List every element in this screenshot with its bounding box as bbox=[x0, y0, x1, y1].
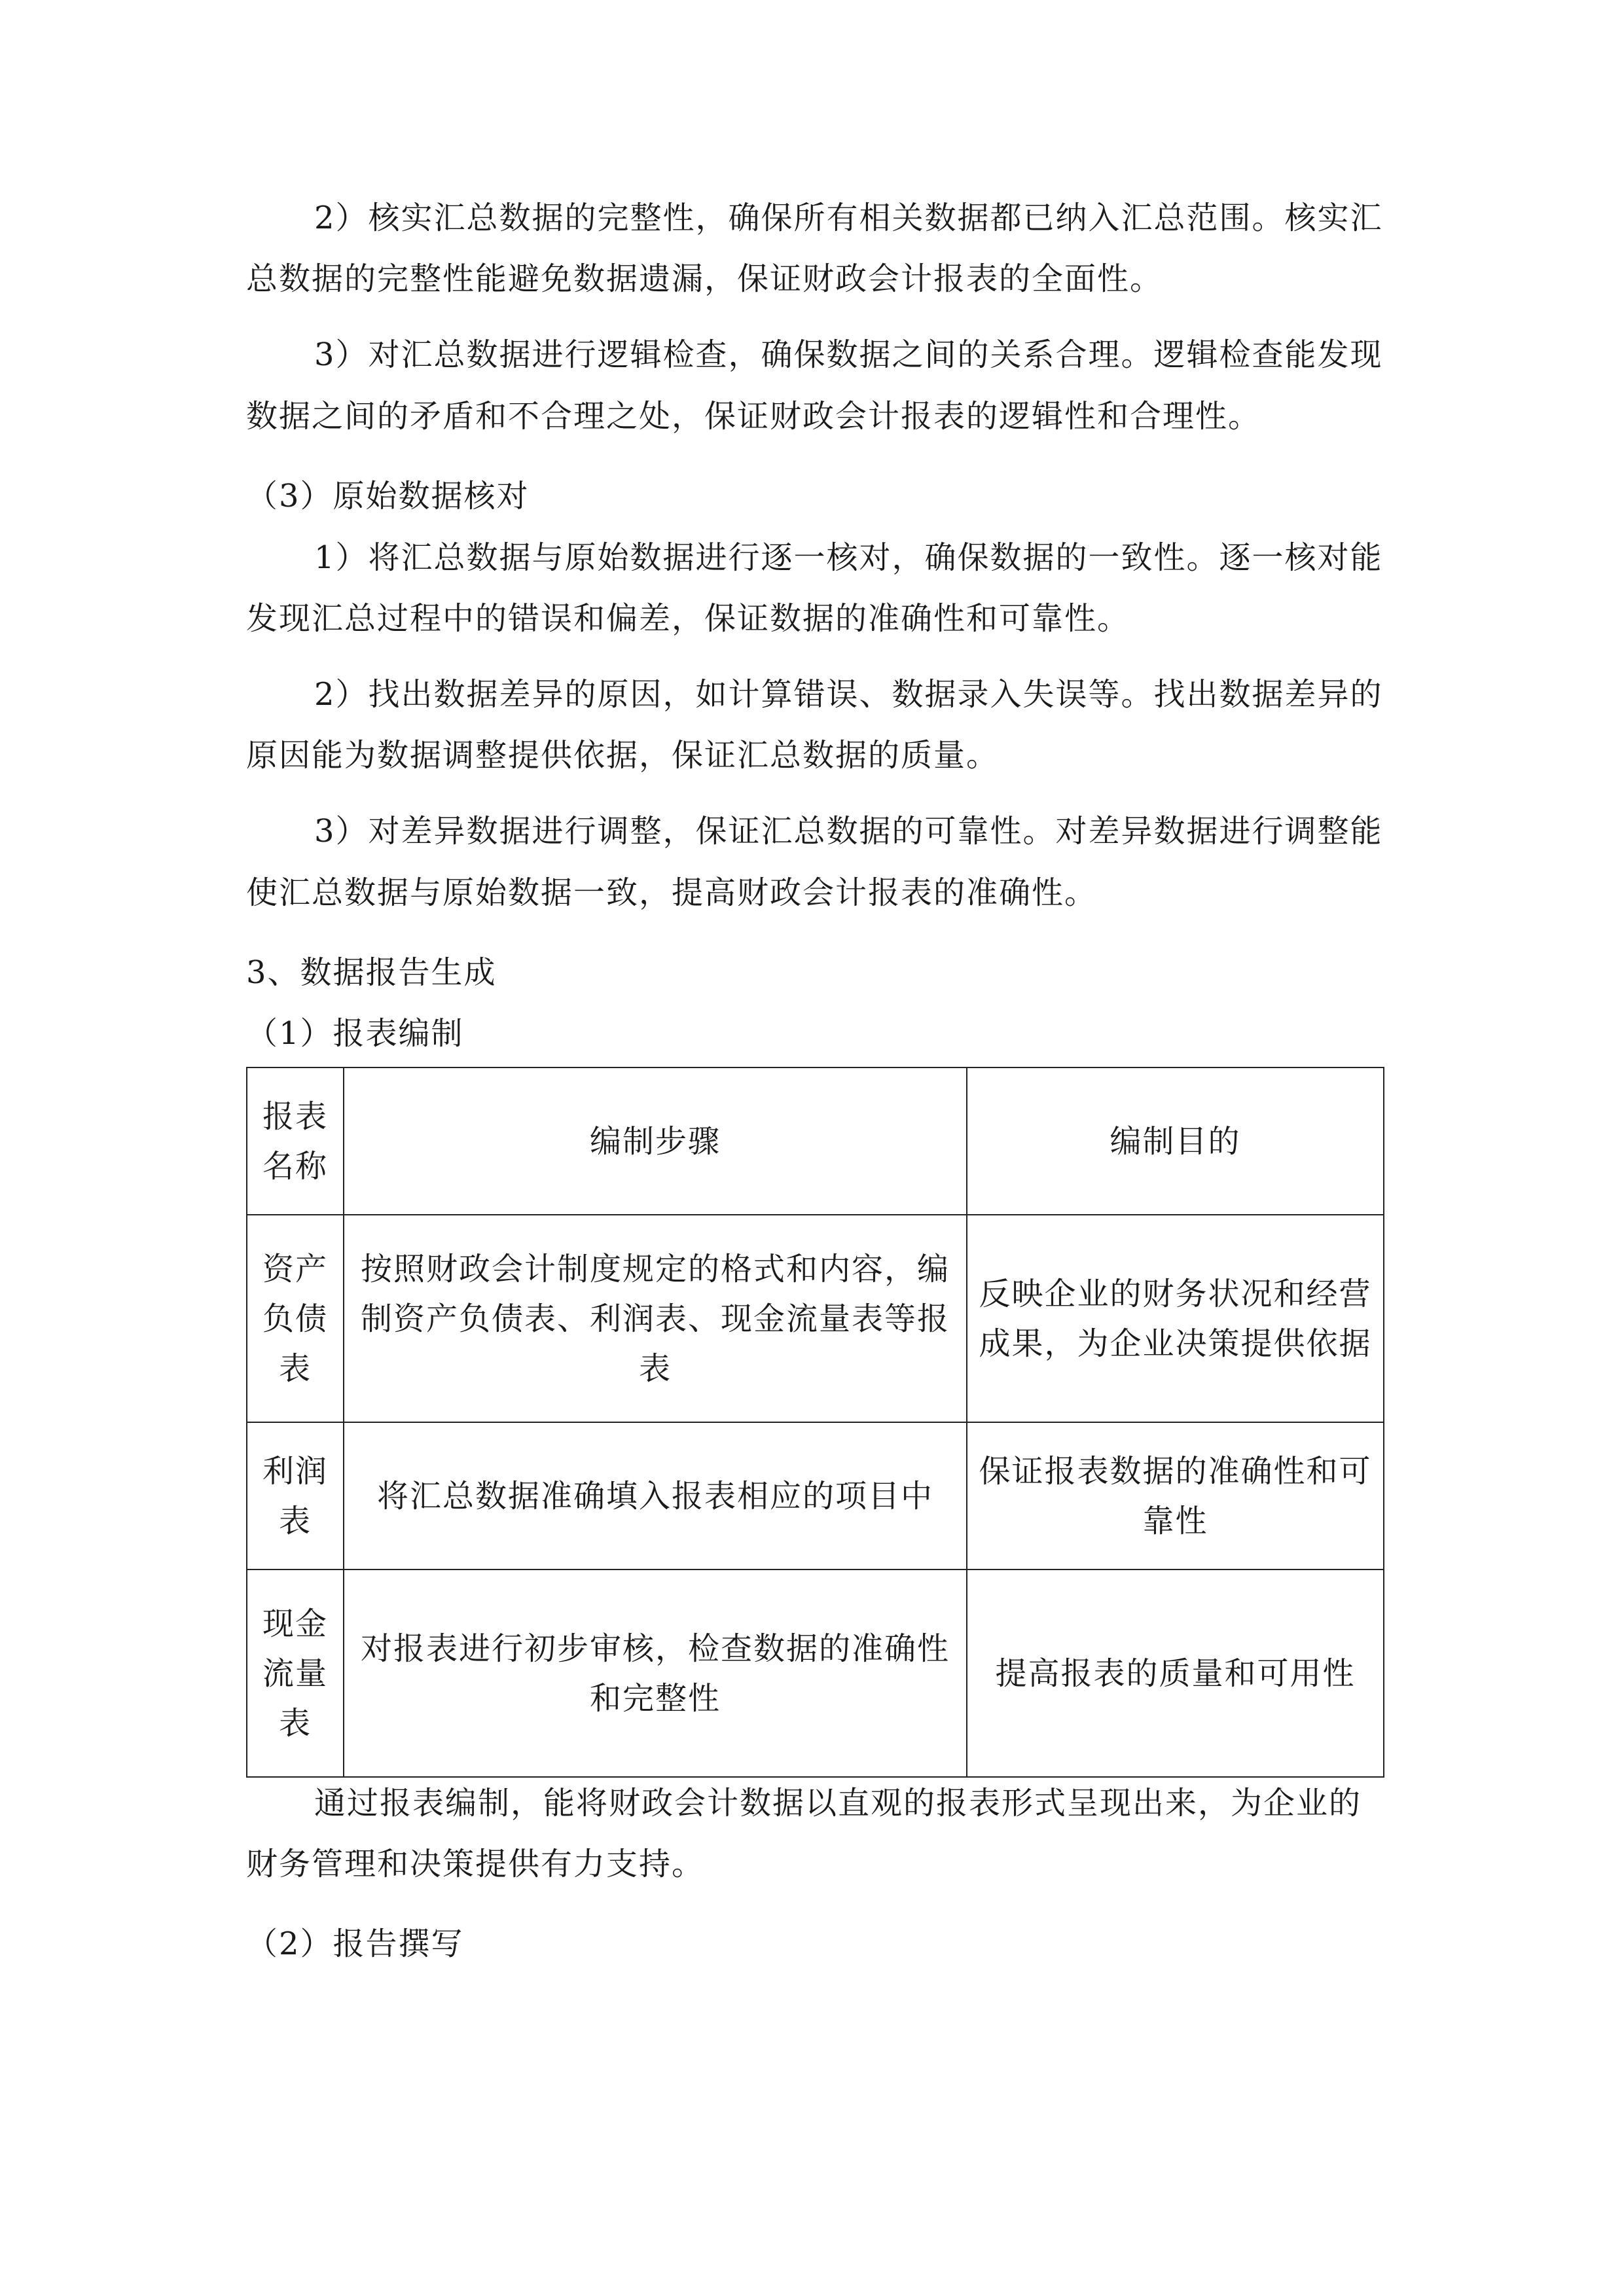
table-row bbox=[247, 1570, 1384, 1777]
subheading-original-data-check: （3）原始数据核对 bbox=[246, 478, 530, 514]
cell-purpose: 保证报表数据的准确性和可靠性 bbox=[967, 1422, 1384, 1570]
paragraph-line: 2）核实汇总数据的完整性，确保所有相关数据都已纳入汇总范围。核实汇 bbox=[314, 200, 1383, 236]
cell-purpose: 提高报表的质量和可用性 bbox=[967, 1570, 1384, 1777]
header-cell-purpose: 编制目的 bbox=[967, 1067, 1384, 1215]
subheading-report-compilation: （1）报表编制 bbox=[246, 1015, 464, 1052]
cell-report-name: 利润表 bbox=[247, 1422, 344, 1570]
subheading-report-writing: （2）报告撰写 bbox=[246, 1926, 464, 1962]
cell-purpose: 反映企业的财务状况和经营成果，为企业决策提供依据 bbox=[967, 1215, 1384, 1422]
paragraph-line: 1）将汇总数据与原始数据进行逐一核对，确保数据的一致性。逐一核对能 bbox=[314, 539, 1383, 576]
paragraph-line: 发现汇总过程中的错误和偏差，保证数据的准确性和可靠性。 bbox=[246, 600, 1130, 637]
cell-report-name: 资产负债表 bbox=[247, 1215, 344, 1422]
cell-steps: 按照财政会计制度规定的格式和内容，编制资产负债表、利润表、现金流量表等报表 bbox=[344, 1215, 967, 1422]
header-cell-steps: 编制步骤 bbox=[344, 1067, 967, 1215]
paragraph-line: 通过报表编制，能将财政会计数据以直观的报表形式呈现出来，为企业的 bbox=[314, 1785, 1362, 1821]
table-header-row bbox=[247, 1067, 1384, 1215]
paragraph-line: 财务管理和决策提供有力支持。 bbox=[246, 1846, 705, 1882]
paragraph-line: 数据之间的矛盾和不合理之处，保证财政会计报表的逻辑性和合理性。 bbox=[246, 398, 1261, 435]
paragraph-line: 原因能为数据调整提供依据，保证汇总数据的质量。 bbox=[246, 737, 1000, 774]
report-table bbox=[246, 1067, 1384, 1778]
cell-steps: 对报表进行初步审核，检查数据的准确性和完整性 bbox=[344, 1570, 967, 1777]
paragraph-line: 使汇总数据与原始数据一致，提高财政会计报表的准确性。 bbox=[246, 874, 1098, 911]
cell-steps: 将汇总数据准确填入报表相应的项目中 bbox=[344, 1422, 967, 1570]
table-row bbox=[247, 1215, 1384, 1422]
table-row bbox=[247, 1422, 1384, 1570]
paragraph-line: 总数据的完整性能避免数据遗漏，保证财政会计报表的全面性。 bbox=[246, 260, 1163, 297]
paragraph-line: 2）找出数据差异的原因，如计算错误、数据录入失误等。找出数据差异的 bbox=[314, 676, 1383, 713]
header-cell-report-name: 报表名称 bbox=[247, 1067, 344, 1215]
section-heading-report-generation: 3、数据报告生成 bbox=[246, 954, 497, 991]
cell-report-name: 现金流量表 bbox=[247, 1570, 344, 1777]
paragraph-line: 3）对差异数据进行调整，保证汇总数据的可靠性。对差异数据进行调整能 bbox=[314, 813, 1383, 850]
paragraph-line: 3）对汇总数据进行逻辑检查，确保数据之间的关系合理。逻辑检查能发现 bbox=[314, 336, 1383, 373]
